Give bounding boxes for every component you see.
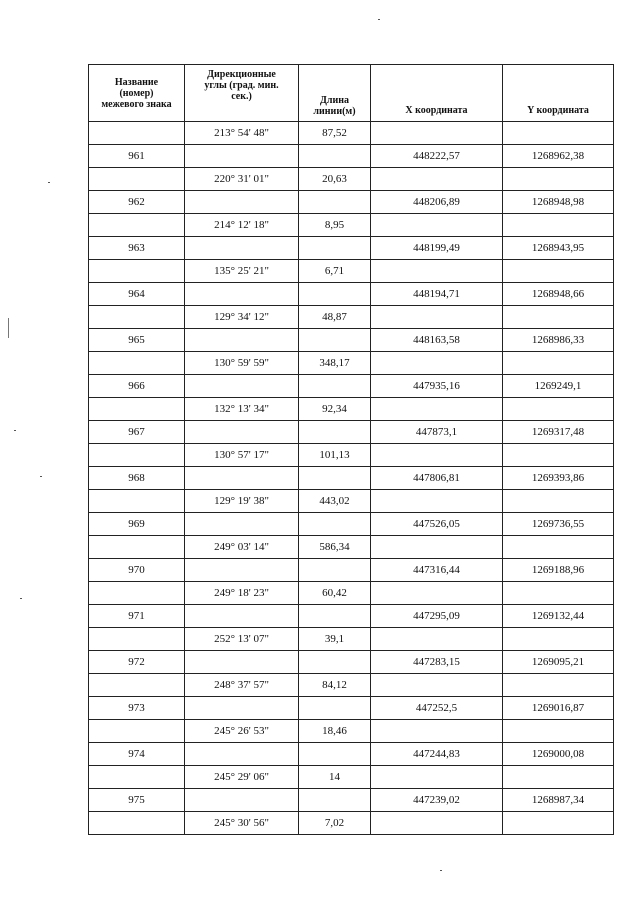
table-row (89, 513, 614, 536)
cell-name (89, 812, 185, 835)
table-row (89, 421, 614, 444)
table-row (89, 605, 614, 628)
cell-y (503, 766, 614, 789)
cell-name: 965 (89, 329, 185, 352)
cell-name: 967 (89, 421, 185, 444)
table-row (89, 237, 614, 260)
cell-name: 969 (89, 513, 185, 536)
cell-x (371, 398, 503, 421)
cell-x (371, 674, 503, 697)
cell-y: 1268986,33 (503, 329, 614, 352)
table-row (89, 536, 614, 559)
cell-length (299, 329, 371, 352)
table-row (89, 674, 614, 697)
scan-speck (40, 476, 42, 477)
cell-name: 970 (89, 559, 185, 582)
cell-x: 447873,1 (371, 421, 503, 444)
cell-angle: 214° 12' 18" (185, 214, 299, 237)
cell-x: 447252,5 (371, 697, 503, 720)
table-row (89, 329, 614, 352)
cell-length: 87,52 (299, 122, 371, 145)
cell-y: 1269736,55 (503, 513, 614, 536)
cell-length: 39,1 (299, 628, 371, 651)
cell-y: 1268987,34 (503, 789, 614, 812)
header-length: Длина линии(м) (299, 65, 371, 122)
cell-x (371, 766, 503, 789)
table-row (89, 651, 614, 674)
table-row (89, 444, 614, 467)
table-row (89, 467, 614, 490)
table-row (89, 260, 614, 283)
header-angle: Дирекционные углы (град. мин. сек.) (185, 65, 299, 122)
cell-length (299, 237, 371, 260)
cell-angle: 248° 37' 57" (185, 674, 299, 697)
cell-name (89, 720, 185, 743)
cell-name (89, 444, 185, 467)
scan-speck (14, 430, 16, 431)
cell-angle (185, 651, 299, 674)
cell-x (371, 812, 503, 835)
cell-length (299, 605, 371, 628)
cell-x: 447935,16 (371, 375, 503, 398)
table-row (89, 191, 614, 214)
cell-name (89, 168, 185, 191)
cell-name: 966 (89, 375, 185, 398)
table-row (89, 306, 614, 329)
table-row (89, 375, 614, 398)
cell-length (299, 191, 371, 214)
cell-x (371, 444, 503, 467)
table-row (89, 628, 614, 651)
cell-x (371, 122, 503, 145)
scan-speck (378, 19, 380, 20)
table-row (89, 789, 614, 812)
cell-name: 962 (89, 191, 185, 214)
cell-x: 448199,49 (371, 237, 503, 260)
cell-name (89, 628, 185, 651)
cell-length (299, 743, 371, 766)
cell-x: 447526,05 (371, 513, 503, 536)
cell-y (503, 398, 614, 421)
cell-name (89, 536, 185, 559)
cell-name: 963 (89, 237, 185, 260)
cell-x: 447295,09 (371, 605, 503, 628)
table-row (89, 582, 614, 605)
cell-length (299, 559, 371, 582)
cell-name: 973 (89, 697, 185, 720)
cell-angle: 129° 19' 38" (185, 490, 299, 513)
cell-angle (185, 421, 299, 444)
cell-angle (185, 605, 299, 628)
cell-length: 84,12 (299, 674, 371, 697)
cell-angle: 130° 59' 59" (185, 352, 299, 375)
cell-length: 101,13 (299, 444, 371, 467)
cell-x: 448206,89 (371, 191, 503, 214)
cell-y: 1268948,98 (503, 191, 614, 214)
cell-angle: 245° 29' 06" (185, 766, 299, 789)
cell-y (503, 168, 614, 191)
cell-y (503, 122, 614, 145)
cell-name: 975 (89, 789, 185, 812)
scan-mark (8, 318, 9, 338)
cell-x: 448163,58 (371, 329, 503, 352)
table-row (89, 743, 614, 766)
cell-y (503, 490, 614, 513)
cell-y (503, 582, 614, 605)
table-row (89, 697, 614, 720)
cell-angle: 132° 13' 34" (185, 398, 299, 421)
cell-name: 974 (89, 743, 185, 766)
cell-name: 972 (89, 651, 185, 674)
cell-name (89, 398, 185, 421)
cell-name (89, 582, 185, 605)
cell-y: 1269393,86 (503, 467, 614, 490)
cell-angle (185, 329, 299, 352)
scan-speck (20, 598, 22, 599)
cell-angle: 249° 03' 14" (185, 536, 299, 559)
cell-name (89, 674, 185, 697)
cell-y (503, 214, 614, 237)
cell-x: 447283,15 (371, 651, 503, 674)
cell-y (503, 352, 614, 375)
scan-speck (440, 870, 442, 871)
cell-y (503, 260, 614, 283)
header-y: Y координата (503, 65, 614, 122)
cell-name: 961 (89, 145, 185, 168)
table-row (89, 490, 614, 513)
cell-angle (185, 145, 299, 168)
cell-angle: 213° 54' 48" (185, 122, 299, 145)
cell-name: 964 (89, 283, 185, 306)
cell-angle (185, 467, 299, 490)
table-row (89, 283, 614, 306)
cell-length (299, 651, 371, 674)
cell-y: 1268943,95 (503, 237, 614, 260)
cell-y: 1269317,48 (503, 421, 614, 444)
cell-y (503, 536, 614, 559)
cell-length: 348,17 (299, 352, 371, 375)
cell-angle (185, 237, 299, 260)
cell-length: 586,34 (299, 536, 371, 559)
table-header-row (89, 65, 614, 122)
cell-length: 14 (299, 766, 371, 789)
table-row (89, 168, 614, 191)
cell-angle: 220° 31' 01" (185, 168, 299, 191)
cell-angle (185, 697, 299, 720)
cell-y (503, 720, 614, 743)
cell-name (89, 122, 185, 145)
cell-length (299, 421, 371, 444)
cell-length: 92,34 (299, 398, 371, 421)
cell-name (89, 490, 185, 513)
table-body (89, 122, 614, 835)
cell-y: 1269188,96 (503, 559, 614, 582)
cell-angle: 129° 34' 12" (185, 306, 299, 329)
cell-y: 1269095,21 (503, 651, 614, 674)
table-row (89, 812, 614, 835)
cell-x (371, 168, 503, 191)
cell-y (503, 628, 614, 651)
cell-angle: 252° 13' 07" (185, 628, 299, 651)
cell-x (371, 628, 503, 651)
cell-name (89, 766, 185, 789)
table-row (89, 766, 614, 789)
cell-length (299, 467, 371, 490)
cell-x: 447316,44 (371, 559, 503, 582)
cell-length: 7,02 (299, 812, 371, 835)
cell-angle (185, 743, 299, 766)
cell-y (503, 444, 614, 467)
cell-y: 1269000,08 (503, 743, 614, 766)
cell-angle (185, 789, 299, 812)
cell-x: 448194,71 (371, 283, 503, 306)
cell-y (503, 812, 614, 835)
cell-angle (185, 375, 299, 398)
cell-length: 443,02 (299, 490, 371, 513)
cell-length (299, 513, 371, 536)
cell-x: 448222,57 (371, 145, 503, 168)
cell-x (371, 720, 503, 743)
cell-x (371, 536, 503, 559)
cell-x (371, 352, 503, 375)
table-row (89, 352, 614, 375)
cell-x (371, 214, 503, 237)
cell-name (89, 260, 185, 283)
cell-angle (185, 283, 299, 306)
table-row (89, 145, 614, 168)
cell-length (299, 145, 371, 168)
cell-length (299, 697, 371, 720)
header-x: X координата (371, 65, 503, 122)
table-row (89, 398, 614, 421)
cell-y (503, 674, 614, 697)
table-row (89, 122, 614, 145)
cell-x (371, 306, 503, 329)
cell-angle (185, 513, 299, 536)
cell-length (299, 283, 371, 306)
cell-name (89, 214, 185, 237)
cell-angle: 245° 26' 53" (185, 720, 299, 743)
cell-y: 1269132,44 (503, 605, 614, 628)
cell-y: 1269016,87 (503, 697, 614, 720)
cell-length: 8,95 (299, 214, 371, 237)
cell-angle (185, 191, 299, 214)
cell-angle: 245° 30' 56" (185, 812, 299, 835)
cell-length: 48,87 (299, 306, 371, 329)
cell-length: 20,63 (299, 168, 371, 191)
cell-x: 447244,83 (371, 743, 503, 766)
cell-y: 1268948,66 (503, 283, 614, 306)
header-name: Название (номер) межевого знака (89, 65, 185, 122)
cell-length: 60,42 (299, 582, 371, 605)
cell-y: 1268962,38 (503, 145, 614, 168)
cell-x (371, 582, 503, 605)
cell-x: 447239,02 (371, 789, 503, 812)
cell-name: 971 (89, 605, 185, 628)
cell-name (89, 352, 185, 375)
cell-angle: 135° 25' 21" (185, 260, 299, 283)
cell-name (89, 306, 185, 329)
cell-length (299, 789, 371, 812)
table-row (89, 559, 614, 582)
cell-length: 18,46 (299, 720, 371, 743)
table-row (89, 214, 614, 237)
cell-angle (185, 559, 299, 582)
cell-x (371, 260, 503, 283)
cell-x (371, 490, 503, 513)
cell-length: 6,71 (299, 260, 371, 283)
boundary-coordinates-table (88, 64, 614, 835)
cell-y (503, 306, 614, 329)
table-row (89, 720, 614, 743)
cell-name: 968 (89, 467, 185, 490)
cell-angle: 249° 18' 23" (185, 582, 299, 605)
cell-y: 1269249,1 (503, 375, 614, 398)
scan-speck (48, 182, 50, 183)
cell-x: 447806,81 (371, 467, 503, 490)
cell-length (299, 375, 371, 398)
cell-angle: 130° 57' 17" (185, 444, 299, 467)
